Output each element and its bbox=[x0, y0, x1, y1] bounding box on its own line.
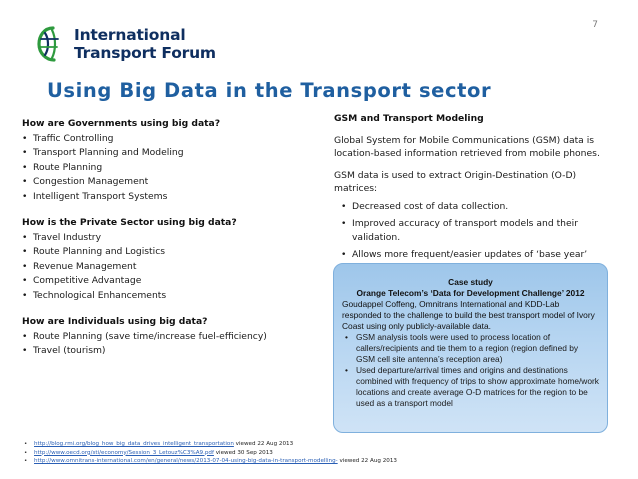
case-study-title: Case study bbox=[448, 277, 493, 287]
case-study-body: Goudappel Coffeng, Omnitrans International and KDD-Lab responded to the challenge to build the best transport model of Ivory Coast using only publicly-available data. bbox=[342, 299, 595, 331]
gsm-heading: GSM and Transport Modeling bbox=[334, 113, 484, 124]
section-heading: How are Individuals using big data? bbox=[22, 316, 208, 327]
footnote-note: viewed 22 Aug 2013 bbox=[337, 458, 397, 465]
footnotes bbox=[22, 440, 622, 466]
list-item: • Transport Planning and Modeling bbox=[22, 146, 322, 161]
list-item: • Congestion Management bbox=[22, 175, 322, 190]
case-study-list bbox=[334, 332, 607, 409]
list-item: • Competitive Advantage bbox=[22, 274, 322, 289]
bullet-list bbox=[22, 330, 322, 359]
slide-title: Using Big Data in the Transport sector bbox=[47, 79, 492, 102]
list-item: • Revenue Management bbox=[22, 260, 322, 275]
section-heading: How are Governments using big data? bbox=[22, 118, 221, 129]
section-individuals bbox=[22, 315, 322, 359]
footnote-note: viewed 30 Sep 2013 bbox=[213, 449, 273, 456]
list-item: • Route Planning bbox=[22, 161, 322, 176]
list-item: • Intelligent Transport Systems bbox=[22, 190, 322, 205]
footnote-link[interactable]: http://blog.rmi.org/blog_how_big_data_drives_intelligent_transportation bbox=[34, 441, 234, 447]
list-item: • Decreased cost of data collection. bbox=[334, 200, 606, 214]
list-item: • GSM analysis tools were used to process location of callers/recipients and tie them to a region (region defined by GSM cell site antenna’s reception area) bbox=[342, 332, 599, 365]
logo-text-line1: International bbox=[74, 26, 186, 44]
list-item: • Used departure/arrival times and origins and destinations combined with frequency of trips to show approximate home/work locations and create average O-D matrices for the region to be used as a transport model bbox=[342, 365, 599, 409]
left-column bbox=[22, 117, 322, 359]
bullet-list bbox=[22, 231, 322, 304]
list-item: • Allows more frequent/easier updates of ‘base year’ bbox=[334, 248, 606, 275]
list-item: • Route Planning (save time/increase fuel-efficiency) bbox=[22, 330, 322, 345]
logo-text-line2: Transport Forum bbox=[74, 44, 216, 62]
list-item: • Travel (tourism) bbox=[22, 344, 322, 359]
list-item: • Traffic Controlling bbox=[22, 132, 322, 147]
footnote-note: viewed 22 Aug 2013 bbox=[233, 441, 294, 447]
gsm-paragraph: Global System for Mobile Communications (GSM) data is location-based information retrieved from mobile phones. bbox=[334, 134, 600, 159]
list-item: • Route Planning and Logistics bbox=[22, 245, 322, 260]
globe-icon bbox=[36, 24, 70, 64]
page-number: 7 bbox=[592, 20, 598, 30]
list-item: • Technological Enhancements bbox=[22, 289, 322, 304]
list-item: • Travel Industry bbox=[22, 231, 322, 246]
gsm-paragraph: GSM data is used to extract Origin-Destination (O-D) matrices: bbox=[334, 169, 577, 194]
footnote-link[interactable]: http://www.omnitrans-international.com/en/general/news/2013-07-04-using-big-data-in-transport-modelling- bbox=[34, 458, 338, 465]
bullet-list bbox=[22, 132, 322, 205]
case-study-subtitle: Orange Telecom’s ‘Data for Development Challenge’ 2012 bbox=[356, 288, 585, 298]
footnote bbox=[22, 449, 622, 458]
itf-logo bbox=[36, 22, 216, 68]
list-item: • Improved accuracy of transport models and their validation. bbox=[334, 217, 606, 244]
footnote bbox=[22, 457, 622, 466]
footnote-link[interactable]: http://www.oecd.org/sti/economy/Session_3_Letouz%C3%A9.pdf bbox=[34, 449, 214, 456]
section-governments bbox=[22, 117, 322, 204]
case-study-box bbox=[333, 263, 608, 433]
section-private-sector bbox=[22, 216, 322, 303]
section-heading: How is the Private Sector using big data? bbox=[22, 217, 237, 228]
right-column bbox=[334, 112, 606, 279]
footnote bbox=[22, 440, 622, 449]
